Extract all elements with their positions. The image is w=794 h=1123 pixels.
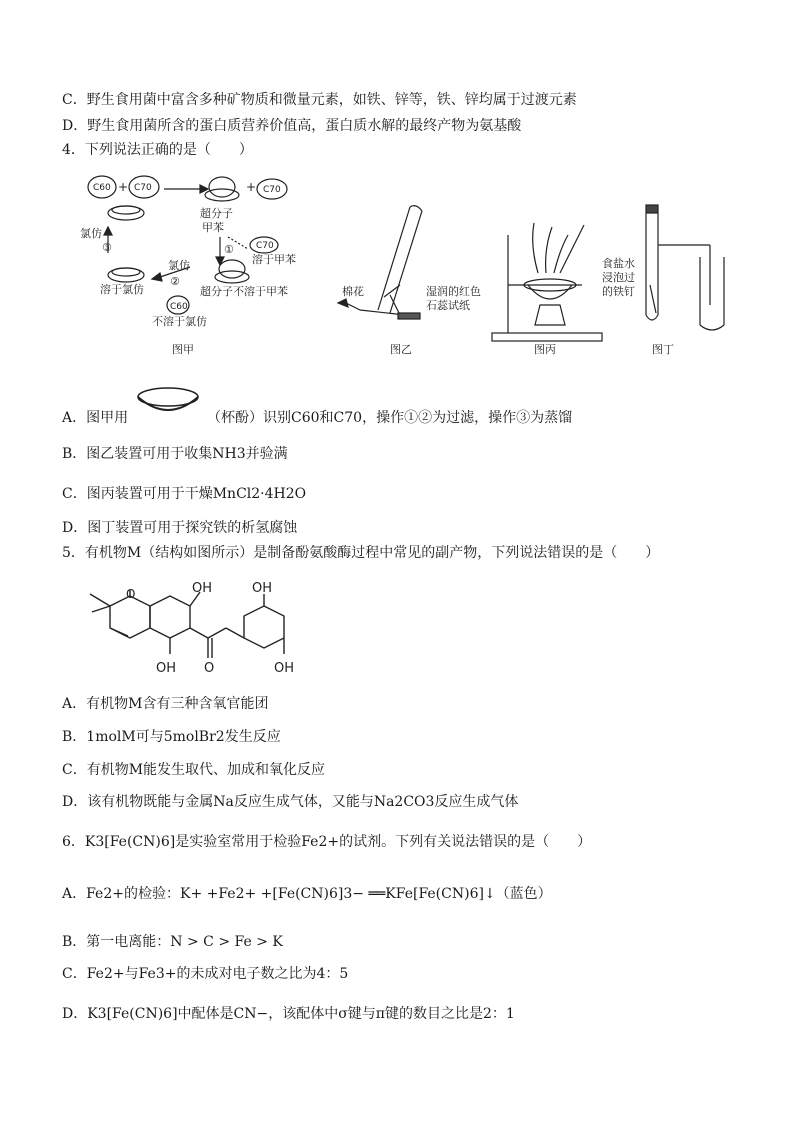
- c60-label: C60: [93, 183, 111, 193]
- insoluble-chloroform-label: 不溶于氯仿: [152, 315, 207, 328]
- chloroform-mid-label: 氯仿: [168, 259, 190, 272]
- q6-option-c: C．Fe2+与Fe3+的未成对电子数之比为4：5: [62, 966, 349, 982]
- q4-option-b: B．图乙装置可用于收集NH3并验满: [62, 446, 288, 462]
- c60-label-2: C60: [170, 302, 188, 312]
- q3-option-d: D．野生食用菌所含的蛋白质营养价值高，蛋白质水解的最终产物为氨基酸: [62, 118, 522, 134]
- q3-option-c: C．野生食用菌中富含多种矿物质和微量元素，如铁、锌等，铁、锌均属于过渡元素: [62, 92, 577, 108]
- chloroform-top-label: 氯仿: [80, 227, 102, 240]
- benzene-ring-1: [150, 596, 190, 638]
- dissolve-toluene-label: 溶于甲苯: [252, 253, 296, 266]
- q6-option-b: B．第一电离能：N > C > Fe > K: [62, 934, 283, 950]
- q4-option-c: C．图丙装置可用于干燥MnCl2·4H2O: [62, 486, 307, 502]
- q5-option-d: D．该有机物既能与金属Na反应生成气体，又能与Na2CO3反应生成气体: [62, 794, 519, 810]
- figure-bing: [492, 223, 602, 341]
- q6-stem: 6．K3[Fe(CN)6]是实验室常用于检验Fe2+的试剂。下列有关说法错误的是（ ）: [62, 834, 592, 850]
- calixarene-dish-icon: [133, 383, 203, 423]
- dissolve-chloroform-label: 溶于氯仿: [100, 283, 144, 296]
- step1-label: ①: [224, 243, 234, 256]
- q5-option-a: A．有机物M含有三种含氧官能团: [62, 696, 269, 712]
- pyran-ring: [110, 596, 150, 638]
- svg-text:+: +: [246, 180, 257, 194]
- fig-yi-title: 图乙: [390, 343, 412, 356]
- q4-figures: [60, 165, 750, 365]
- oh-label-4: OH: [274, 661, 295, 676]
- super-toluene-line1: 超分子: [200, 207, 233, 220]
- q4-option-d: D．图丁装置可用于探究铁的析氢腐蚀: [62, 520, 298, 536]
- c70-label-2: C70: [263, 185, 281, 195]
- step2-label: ②: [170, 275, 180, 288]
- fig-jia-title: 图甲: [172, 343, 194, 356]
- c70-label-3: C70: [256, 241, 274, 251]
- fig-ding-title: 图丁: [652, 343, 674, 356]
- cotton-label: 棉花: [342, 285, 364, 298]
- q5-stem: 5．有机物M（结构如图所示）是制备酚氨酸酶过程中常见的副产物，下列说法错误的是（ ）: [62, 545, 660, 561]
- q4-stem: 4．下列说法正确的是（ ）: [62, 142, 253, 158]
- q6-option-a: A．Fe2+的检验：K+ +Fe2+ +[Fe(CN)6]3− ══KFe[Fe(CN)6]↓（蓝色）: [62, 886, 552, 902]
- super-insoluble-label: 超分子不溶于甲苯: [200, 285, 288, 298]
- q4-option-a: [62, 408, 572, 428]
- oh-label-1: OH: [192, 581, 213, 596]
- nail-line2: 浸泡过: [602, 271, 635, 284]
- nail-line3: 的铁钉: [602, 285, 635, 298]
- oh-label-2: OH: [252, 581, 273, 596]
- q4-option-a-suffix: （杯酚）识别C60和C70，操作①②为过滤，操作③为蒸馏: [207, 410, 573, 426]
- nail-line1: 食盐水: [602, 257, 635, 270]
- figure-ding: [646, 205, 724, 330]
- supramolecule-2: [219, 260, 245, 278]
- compound-m-structure: [70, 578, 310, 688]
- carbonyl-oxygen-label: O: [204, 661, 215, 676]
- q5-option-b: B．1molM可与5molBr2发生反应: [62, 729, 281, 745]
- svg-text:+: +: [118, 180, 129, 194]
- oh-label-3: OH: [156, 661, 177, 676]
- litmus-line2: 石蕊试纸: [426, 299, 470, 312]
- c70-label: C70: [134, 183, 152, 193]
- fig-bing-title: 图丙: [534, 343, 556, 356]
- step3-label: ③: [102, 241, 112, 254]
- ring-oxygen-label: O: [126, 587, 136, 601]
- q6-option-d: D．K3[Fe(CN)6]中配体是CN−，该配体中σ键与π键的数目之比是2：1: [62, 1006, 515, 1022]
- supramolecule: [209, 177, 235, 197]
- super-toluene-line2: 甲苯: [202, 221, 224, 234]
- benzene-ring-2: [244, 606, 284, 648]
- q4-option-a-prefix: A．图甲用: [62, 410, 129, 426]
- litmus-line1: 湿润的红色: [426, 285, 481, 298]
- q5-option-c: C．有机物M能发生取代、加成和氧化反应: [62, 762, 326, 778]
- figure-yi: [338, 206, 422, 319]
